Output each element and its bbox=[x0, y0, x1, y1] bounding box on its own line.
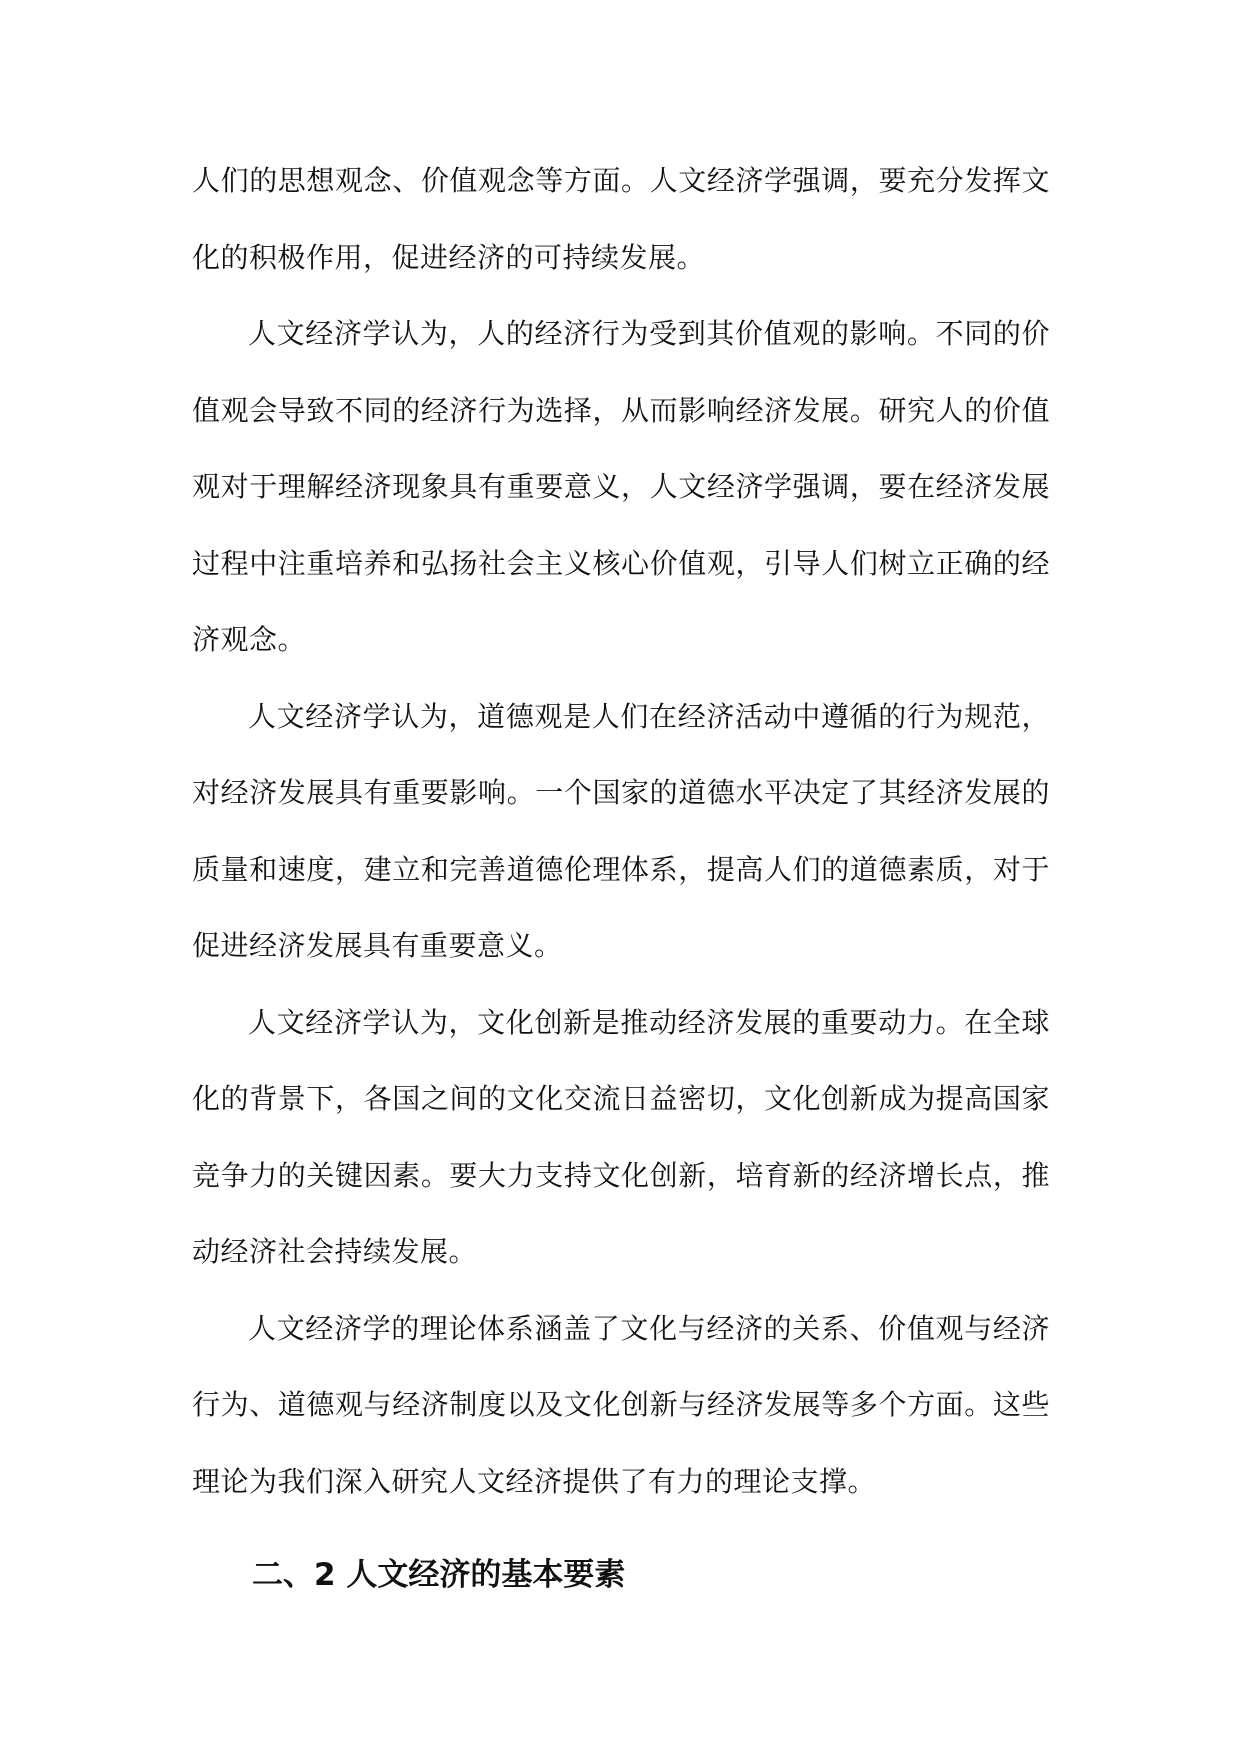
section-heading: 二、2 人文经济的基本要素 bbox=[252, 1557, 626, 1593]
document-body bbox=[192, 143, 1050, 1520]
paragraph-continuation: 人们的思想观念、价值观念等方面。人文经济学强调，要充分发挥文化的积极作用，促进经济的可持续发展。 bbox=[192, 164, 1050, 274]
paragraph-innovation: 人文经济学认为，文化创新是推动经济发展的重要动力。在全球化的背景下，各国之间的文化交流日益密切，文化创新成为提高国家竞争力的关键因素。要大力支持文化创新，培育新的经济增长点，推动经济社会持续发展。 bbox=[192, 1005, 1050, 1268]
paragraph-summary: 人文经济学的理论体系涵盖了文化与经济的关系、价值观与经济行为、道德观与经济制度以及文化创新与经济发展等多个方面。这些理论为我们深入研究人文经济提供了有力的理论支撑。 bbox=[192, 1311, 1050, 1498]
paragraph-morality: 人文经济学认为，道德观是人们在经济活动中遵循的行为规范，对经济发展具有重要影响。一个国家的道德水平决定了其经济发展的质量和速度，建立和完善道德伦理体系，提高人们的道德素质，对于促进经济发展具有重要意义。 bbox=[192, 699, 1050, 962]
paragraph-values: 人文经济学认为，人的经济行为受到其价值观的影响。不同的价值观会导致不同的经济行为选择，从而影响经济发展。研究人的价值观对于理解经济现象具有重要意义，人文经济学强调，要在经济发展过程中注重培养和弘扬社会主义核心价值观，引导人们树立正确的经济观念。 bbox=[192, 317, 1050, 656]
